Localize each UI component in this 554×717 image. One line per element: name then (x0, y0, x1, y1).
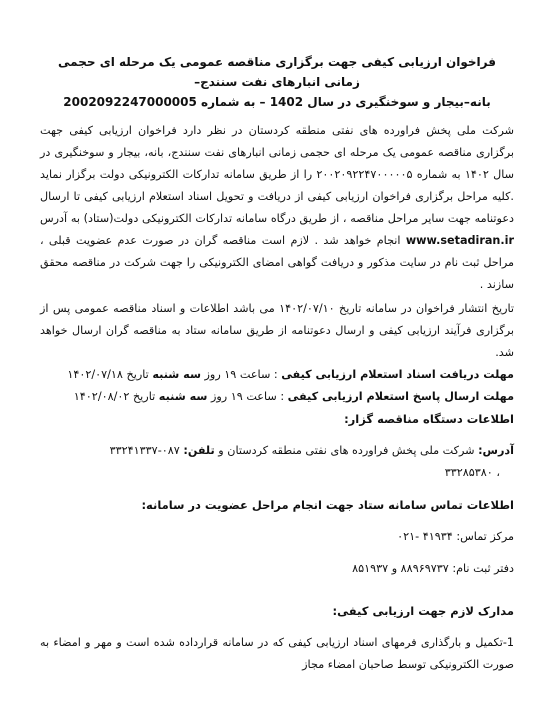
contact-center (40, 526, 514, 548)
docs-heading: مدارک لازم جهت ارزیابی کیفی: (332, 604, 514, 618)
org-address (40, 440, 514, 462)
send-deadline-label: مهلت ارسال پاسخ استعلام ارزیابی کیفی (287, 390, 514, 403)
receive-deadline-label: مهلت دریافت اسناد استعلام ارزیابی کیفی (281, 368, 514, 381)
send-deadline-date: تاریخ ۱۴۰۲/۰۸/۰۲ (73, 390, 156, 403)
contact-center-value: ۴۱۹۳۴ -۰۲۱ (397, 530, 453, 543)
receive-deadline-time: : ساعت ۱۹ روز (204, 368, 278, 381)
address-text: شرکت ملی پخش فراورده های نفتی منطقه کردستان و (218, 444, 475, 457)
address-label: آدرس: (478, 444, 514, 457)
phone-label: تلفن: (183, 444, 215, 457)
title-line-1: فراخوان ارزیابی کیفی جهت برگزاری مناقصه عمومی یک مرحله ای حجمی زمانی انبارهای نفت سنندج– (58, 55, 496, 89)
website-link[interactable]: www.setadiran.ir (405, 234, 514, 247)
send-deadline-day: سه شنبه (158, 390, 208, 403)
intro-text-c: لازم است مناقصه گران در صورت عدم عضویت قبلی ، مراحل ثبت نام در سایت مذکور و دریافت گواهی امضای الکترونیکی را جهت شرکت در مناقصه محقق سازند . (40, 234, 514, 291)
phone-number-1: ۰۸۷-۳۳۲۴۱۳۳۷ (109, 444, 180, 457)
publish-paragraph: تاریخ انتشار فراخوان در سامانه تاریخ ۱۴۰۲/۰۷/۱۰ می باشد اطلاعات و اسناد مناقصه عمومی پس از برگزاری فرآیند ارزیابی کیفی و ارسال دعوتنامه از طریق سامانه ستاد به مناقصه گران ارسال خواهد شد. (40, 302, 514, 359)
intro-text-b: انجام خواهد شد . (314, 234, 401, 247)
registration-office (40, 558, 514, 580)
registration-office-value: ۸۸۹۶۹۷۳۷ و ۸۵۱۹۳۷ (352, 562, 449, 575)
intro-text-a: شرکت ملی پخش فراورده های نفتی منطقه کردستان در نظر دارد فراخوان ارزیابی کیفی جهت برگزاری مناقصه عمومی یک مرحله ای حجمی زمانی انبارهای نفت سنندج، بانه، بیجار و سوخنگیری در سال ۱۴۰۲ به شماره ۲۰۰۲۰۹۲۲۴۷۰۰۰۰۰۵ را از طریق سامانه تدارکات الکترونیکی دولت برگزار نماید .کلیه مراحل برگزاری فراخوان ارزیابی کیفی از دریافت و تحویل اسناد استعلام ارزیابی کیفی تا ارسال دعوتنامه جهت سایر مراحل مناقصه ، از طریق درگاه سامانه تدارکات الکترونیکی دولت(ستاد) به آدرس (40, 124, 514, 225)
receive-deadline (40, 364, 514, 386)
contact-center-label: مرکز تماس: (456, 530, 514, 543)
document-title (40, 52, 514, 112)
registration-office-label: دفتر ثبت نام: (452, 562, 514, 575)
title-line-2: بانه–بیجار و سوخنگیری در سال 1402 – به شماره 2002092247000005 (63, 95, 491, 109)
receive-deadline-day: سه شنبه (152, 368, 201, 381)
org-heading: اطلاعات دستگاه مناقصه گزار: (344, 412, 514, 426)
intro-paragraph (40, 120, 514, 296)
docs-item-1: 1-تکمیل و بارگذاری فرمهای اسناد ارزیابی کیفی که در سامانه قرارداده شده است و مهر و امضاء به صورت الکترونیکی توسط صاحبان امضاء مجاز (40, 636, 514, 671)
contact-heading: اطلاعات تماس سامانه ستاد جهت انجام مراحل عضویت در سامانه: (141, 498, 514, 512)
phone-number-2: ، ۳۳۲۸۵۳۸۰ (444, 466, 500, 479)
send-deadline (40, 386, 514, 408)
send-deadline-time: : ساعت ۱۹ روز (210, 390, 285, 403)
receive-deadline-date: تاریخ ۱۴۰۲/۰۷/۱۸ (67, 368, 149, 381)
